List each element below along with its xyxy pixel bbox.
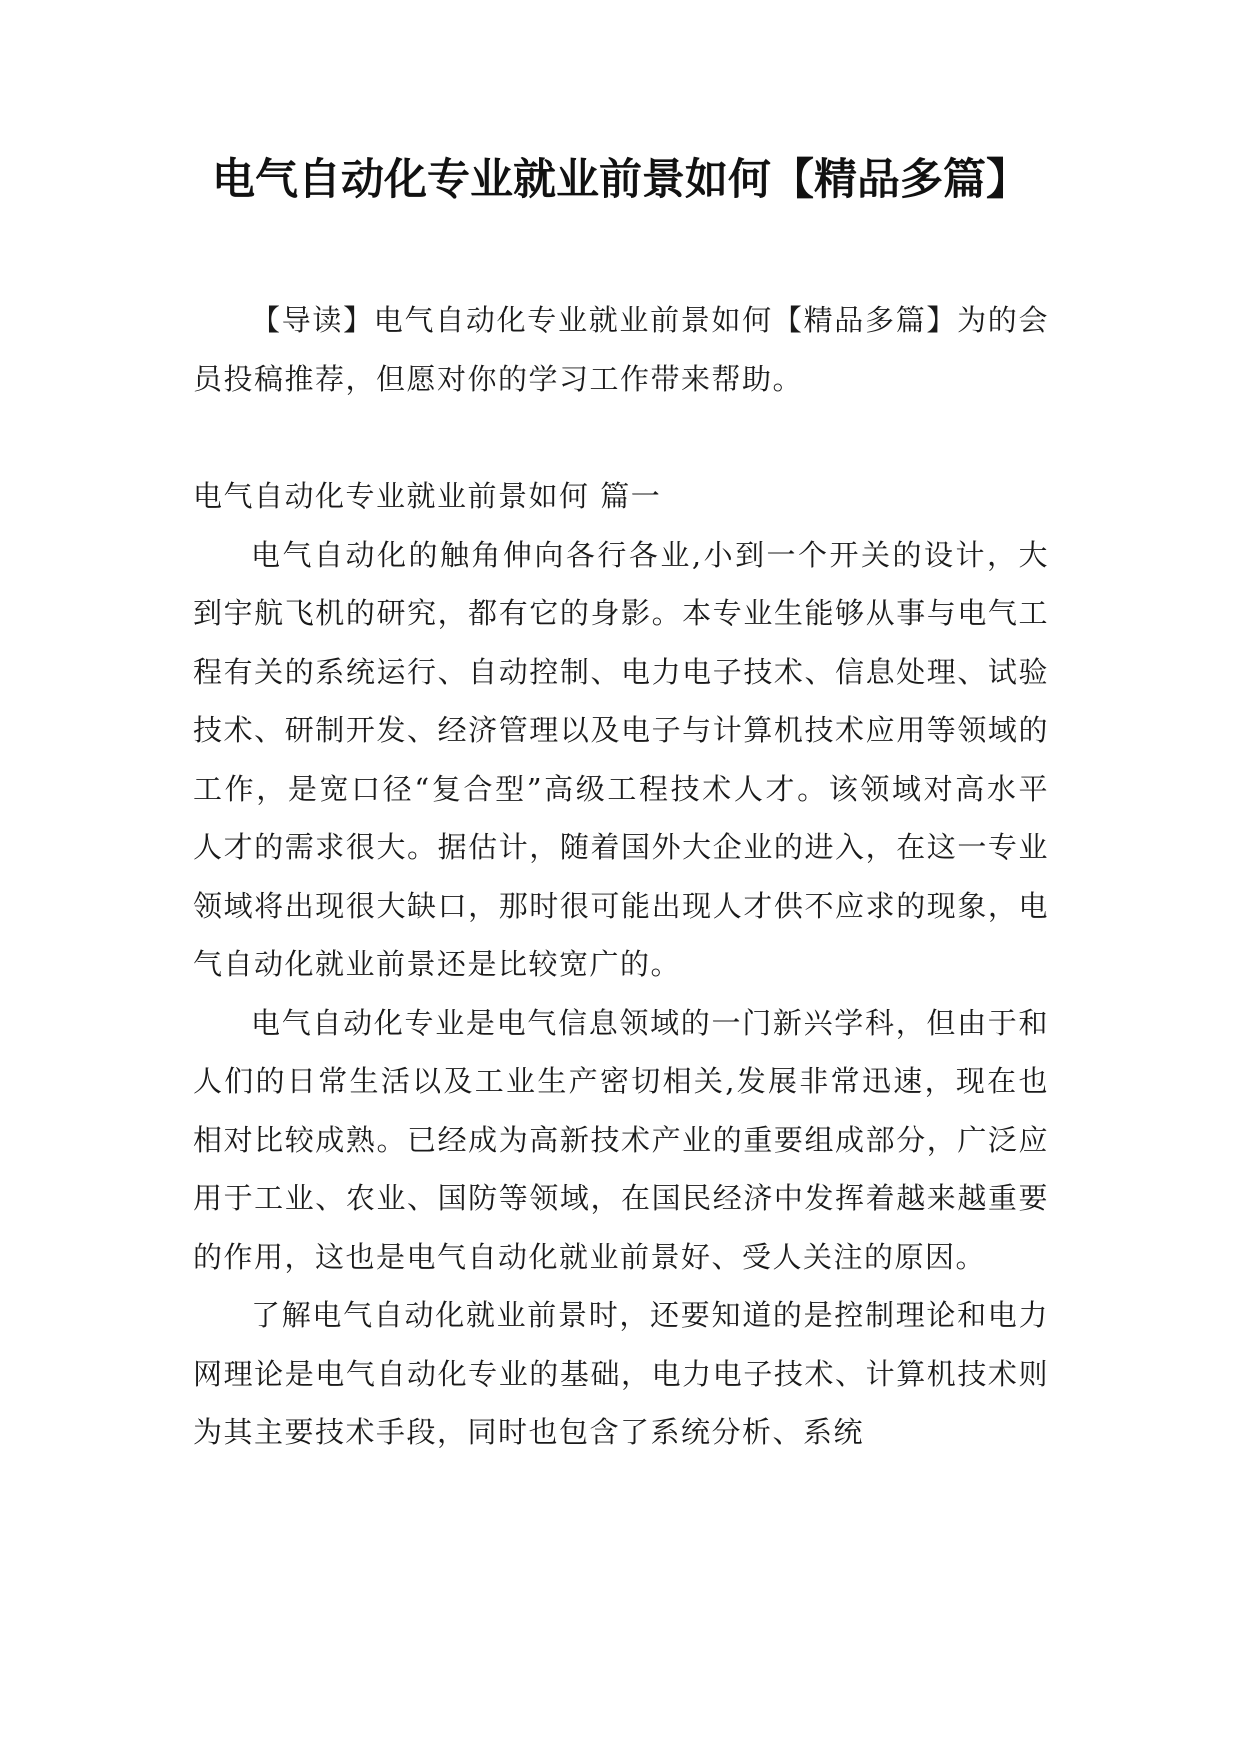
document-body [193, 291, 1049, 1462]
body-paragraph: 电气自动化的触角伸向各行各业,小到一个开关的设计，大到宇航飞机的研究，都有它的身影。本专业生能够从事与电气工程有关的系统运行、自动控制、电力电子技术、信息处理、试验技术、研制开发、经济管理以及电子与计算机技术应用等领域的工作，是宽口径“复合型”高级工程技术人才。该领域对高水平人才的需求很大。据估计，随着国外大企业的进入，在这一专业领域将出现很大缺口，那时很可能出现人才供不应求的现象，电气自动化就业前景还是比较宽广的。 [193, 537, 1049, 981]
body-paragraph: 电气自动化专业是电气信息领域的一门新兴学科，但由于和人们的日常生活以及工业生产密切相关,发展非常迅速，现在也相对比较成熟。已经成为高新技术产业的重要组成部分，广泛应用于工业、农业、国防等领域，在国民经济中发挥着越来越重要的作用，这也是电气自动化就业前景好、受人关注的原因。 [193, 1005, 1049, 1274]
intro-paragraph: 【导读】电气自动化专业就业前景如何【精品多篇】为的会员投稿推荐，但愿对你的学习工作带来帮助。 [193, 303, 1049, 396]
body-paragraph: 了解电气自动化就业前景时，还要知道的是控制理论和电力网理论是电气自动化专业的基础，电力电子技术、计算机技术则为其主要技术手段，同时也包含了系统分析、系统 [193, 1298, 1049, 1449]
section-heading: 电气自动化专业就业前景如何 篇一 [193, 479, 662, 513]
document-title: 电气自动化专业就业前景如何【精品多篇】 [212, 155, 1029, 205]
